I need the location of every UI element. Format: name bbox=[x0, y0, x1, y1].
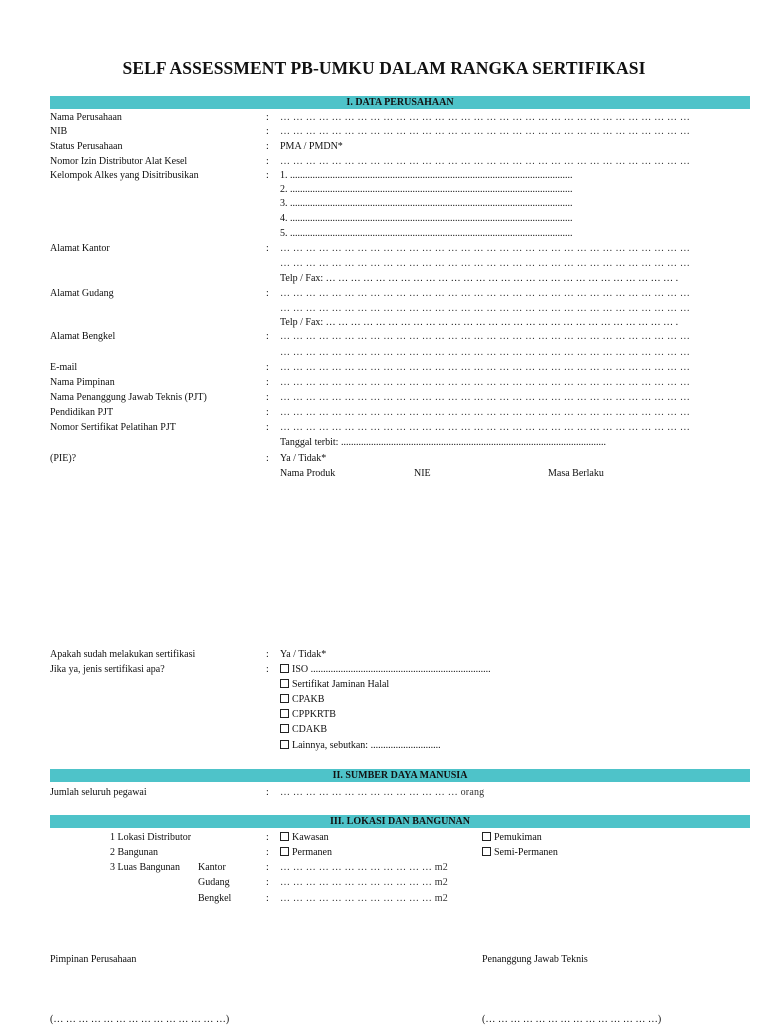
colon: : bbox=[266, 422, 269, 433]
checkbox-icon[interactable] bbox=[280, 724, 289, 733]
label-alamat-bengkel: Alamat Bengkel bbox=[50, 331, 116, 342]
checkbox-icon[interactable] bbox=[482, 847, 491, 856]
colon: : bbox=[266, 243, 269, 254]
section-header-lokasi: III. LOKASI DAN BANGUNAN bbox=[50, 815, 750, 828]
column-masa-berlaku: Masa Berlaku bbox=[548, 468, 604, 479]
field-alamat-kantor-2[interactable]: … … … … … … … … … … … … … … … … … … … … … … … … … … … … … … … … bbox=[280, 258, 691, 269]
option-cdakb-label: CDAKB bbox=[292, 724, 328, 735]
label-nama-perusahaan: Nama Perusahaan bbox=[50, 112, 122, 123]
option-iso[interactable] bbox=[280, 664, 491, 676]
label-pie: (PIE)? bbox=[50, 453, 77, 464]
label-alamat-kantor: Alamat Kantor bbox=[50, 243, 110, 254]
field-telp-fax-gudang[interactable]: Telp / Fax: … … … … … … … … … … … … … … … … … … … … … … … … … … … … . bbox=[280, 317, 679, 328]
colon: : bbox=[266, 877, 269, 888]
option-permanen[interactable] bbox=[280, 847, 332, 859]
field-pie-answer[interactable]: Ya / Tidak* bbox=[280, 453, 327, 464]
field-luas-kantor[interactable]: … … … … … … … … … … … … m2 bbox=[280, 862, 448, 873]
label-jumlah-pegawai: Jumlah seluruh pegawai bbox=[50, 787, 147, 798]
colon: : bbox=[266, 862, 269, 873]
checkbox-icon[interactable] bbox=[280, 847, 289, 856]
option-cppkrtb-label: CPPKRTB bbox=[292, 709, 336, 720]
option-halal[interactable] bbox=[280, 679, 389, 691]
option-cdakb[interactable] bbox=[280, 724, 327, 736]
field-nomor-sertifikat[interactable]: … … … … … … … … … … … … … … … … … … … … … … … … … … … … … … … … bbox=[280, 422, 691, 433]
field-alamat-kantor-1[interactable]: … … … … … … … … … … … … … … … … … … … … … … … … … … … … … … … … bbox=[280, 243, 691, 254]
field-alamat-bengkel-2[interactable]: … … … … … … … … … … … … … … … … … … … … … … … … … … … … … … … … bbox=[280, 347, 691, 358]
page-title: SELF ASSESSMENT PB-UMKU DALAM RANGKA SERTIFIKASI bbox=[122, 58, 646, 78]
label-email: E-mail bbox=[50, 362, 78, 373]
label-luas-bangunan: 3 Luas Bangunan bbox=[110, 862, 180, 873]
field-nib[interactable]: … … … … … … … … … … … … … … … … … … … … … … … … … … … … … … … … bbox=[280, 126, 691, 137]
option-pemukiman[interactable] bbox=[482, 832, 542, 844]
colon: : bbox=[266, 377, 269, 388]
field-luas-bengkel[interactable]: … … … … … … … … … … … … m2 bbox=[280, 893, 448, 904]
column-nie: NIE bbox=[414, 468, 431, 479]
section-header-data-perusahaan: I. DATA PERUSAHAAN bbox=[50, 96, 750, 109]
field-kelompok-2[interactable]: 2. ................................................................................................................. bbox=[280, 184, 573, 195]
colon: : bbox=[266, 407, 269, 418]
signature-line-pimpinan[interactable]: (… … … … … … … … … … … … … …) bbox=[50, 1014, 230, 1025]
label-gudang: Gudang bbox=[198, 877, 230, 888]
field-alamat-gudang-2[interactable]: … … … … … … … … … … … … … … … … … … … … … … … … … … … … … … … … bbox=[280, 303, 691, 314]
colon: : bbox=[266, 170, 269, 181]
checkbox-icon[interactable] bbox=[482, 832, 491, 841]
label-jenis-sertifikasi: Jika ya, jenis sertifikasi apa? bbox=[50, 664, 165, 675]
field-pendidikan-pjt[interactable]: … … … … … … … … … … … … … … … … … … … … … … … … … … … … … … … … bbox=[280, 407, 691, 418]
option-permanen-label: Permanen bbox=[292, 847, 332, 858]
colon: : bbox=[266, 893, 269, 904]
option-iso-label: ISO ........................................................................ bbox=[292, 664, 491, 675]
field-kelompok-3[interactable]: 3. ................................................................................................................. bbox=[280, 198, 573, 209]
label-kantor: Kantor bbox=[198, 862, 226, 873]
option-kawasan-label: Kawasan bbox=[292, 832, 329, 843]
option-cpakb-label: CPAKB bbox=[292, 694, 325, 705]
signature-label-pimpinan: Pimpinan Perusahaan bbox=[50, 954, 137, 965]
colon: : bbox=[266, 141, 269, 152]
colon: : bbox=[266, 126, 269, 137]
checkbox-icon[interactable] bbox=[280, 694, 289, 703]
colon: : bbox=[266, 787, 269, 798]
field-alamat-bengkel-1[interactable]: … … … … … … … … … … … … … … … … … … … … … … … … … … … … … … … … bbox=[280, 331, 691, 342]
field-sertifikasi-answer[interactable]: Ya / Tidak* bbox=[280, 649, 327, 660]
colon: : bbox=[266, 453, 269, 464]
field-email[interactable]: … … … … … … … … … … … … … … … … … … … … … … … … … … … … … … … … bbox=[280, 362, 691, 373]
colon: : bbox=[266, 156, 269, 167]
label-sertifikasi: Apakah sudah melakukan sertifikasi bbox=[50, 649, 196, 660]
signature-line-pjt[interactable]: (… … … … … … … … … … … … … …) bbox=[482, 1014, 662, 1025]
checkbox-icon[interactable] bbox=[280, 740, 289, 749]
colon: : bbox=[266, 847, 269, 858]
signature-label-pjt: Penanggung Jawab Teknis bbox=[482, 954, 588, 965]
colon: : bbox=[266, 649, 269, 660]
field-nama-perusahaan[interactable]: … … … … … … … … … … … … … … … … … … … … … … … … … … … … … … … … bbox=[280, 112, 691, 123]
field-telp-fax-kantor[interactable]: Telp / Fax: … … … … … … … … … … … … … … … … … … … … … … … … … … … … . bbox=[280, 273, 679, 284]
field-nomor-izin[interactable]: … … … … … … … … … … … … … … … … … … … … … … … … … … … … … … … … bbox=[280, 156, 691, 167]
option-lainnya-label: Lainnya, sebutkan: ............................ bbox=[292, 740, 441, 751]
colon: : bbox=[266, 331, 269, 342]
field-luas-gudang[interactable]: … … … … … … … … … … … … m2 bbox=[280, 877, 448, 888]
label-nib: NIB bbox=[50, 126, 68, 137]
field-kelompok-1[interactable]: 1. ................................................................................................................. bbox=[280, 170, 573, 181]
option-semi-permanen-label: Semi-Permanen bbox=[494, 847, 558, 858]
label-lokasi-distributor: 1 Lokasi Distributor bbox=[110, 832, 192, 843]
field-nama-pjt[interactable]: … … … … … … … … … … … … … … … … … … … … … … … … … … … … … … … … bbox=[280, 392, 691, 403]
checkbox-icon[interactable] bbox=[280, 664, 289, 673]
label-nomor-izin: Nomor Izin Distributor Alat Kesel bbox=[50, 156, 188, 167]
field-kelompok-4[interactable]: 4. ................................................................................................................. bbox=[280, 213, 573, 224]
label-nama-pimpinan: Nama Pimpinan bbox=[50, 377, 115, 388]
label-pendidikan-pjt: Pendidikan PJT bbox=[50, 407, 114, 418]
field-kelompok-5[interactable]: 5. ................................................................................................................. bbox=[280, 228, 573, 239]
label-status: Status Perusahaan bbox=[50, 141, 123, 152]
option-cppkrtb[interactable] bbox=[280, 709, 336, 721]
field-status[interactable]: PMA / PMDN* bbox=[280, 141, 343, 152]
option-pemukiman-label: Pemukiman bbox=[494, 832, 542, 843]
section-header-sdm: II. SUMBER DAYA MANUSIA bbox=[50, 769, 750, 782]
colon: : bbox=[266, 288, 269, 299]
label-kelompok-alkes: Kelompok Alkes yang Disitribusikan bbox=[50, 170, 199, 181]
label-nomor-sertifikat: Nomor Sertifikat Pelatihan PJT bbox=[50, 422, 176, 433]
option-halal-label: Sertifikat Jaminan Halal bbox=[292, 679, 390, 690]
checkbox-icon[interactable] bbox=[280, 709, 289, 718]
colon: : bbox=[266, 664, 269, 675]
column-nama-produk: Nama Produk bbox=[280, 468, 336, 479]
option-kawasan[interactable] bbox=[280, 832, 329, 844]
colon: : bbox=[266, 392, 269, 403]
colon: : bbox=[266, 362, 269, 373]
field-jumlah-pegawai[interactable]: … … … … … … … … … … … … … … orang bbox=[280, 787, 485, 798]
option-cpakb[interactable] bbox=[280, 694, 324, 706]
checkbox-icon[interactable] bbox=[280, 832, 289, 841]
field-tanggal-terbit[interactable]: Tanggal terbit: .......................................................................................................... bbox=[280, 437, 606, 448]
colon: : bbox=[266, 832, 269, 843]
field-nama-pimpinan[interactable]: … … … … … … … … … … … … … … … … … … … … … … … … … … … … … … … … bbox=[280, 377, 691, 388]
option-lainnya[interactable] bbox=[280, 740, 441, 752]
option-semi-permanen[interactable] bbox=[482, 847, 558, 859]
checkbox-icon[interactable] bbox=[280, 679, 289, 688]
label-bengkel: Bengkel bbox=[198, 893, 232, 904]
label-bangunan: 2 Bangunan bbox=[110, 847, 159, 858]
label-alamat-gudang: Alamat Gudang bbox=[50, 288, 114, 299]
field-alamat-gudang-1[interactable]: … … … … … … … … … … … … … … … … … … … … … … … … … … … … … … … … bbox=[280, 288, 691, 299]
label-nama-pjt: Nama Penanggung Jawab Teknis (PJT) bbox=[50, 392, 207, 403]
colon: : bbox=[266, 112, 269, 123]
